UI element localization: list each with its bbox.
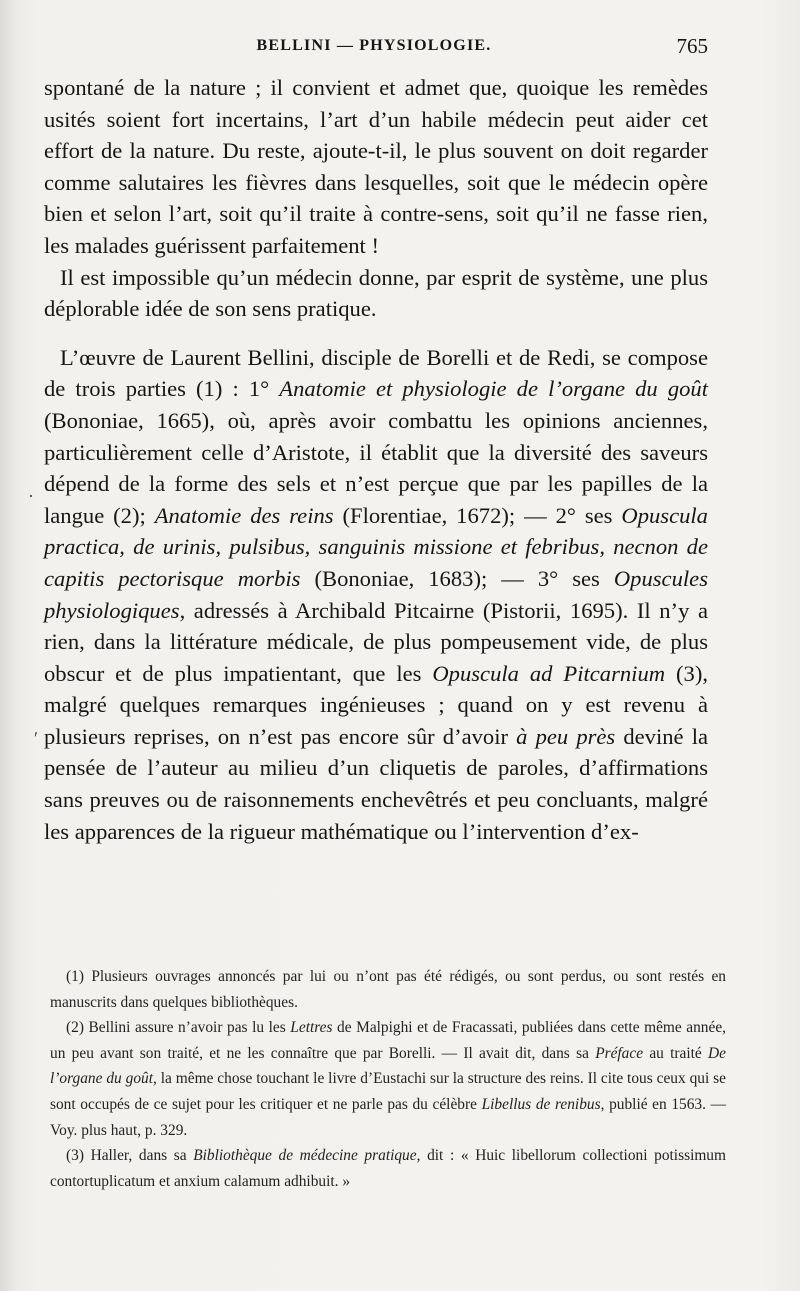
italic-run: Anatomie des reins <box>154 502 334 528</box>
footnote <box>50 964 726 1015</box>
italic-run: Préface <box>595 1044 644 1062</box>
text-run: spontané de la nature ; il convient et admet que, quoique les remèdes usités soient fort incertains, l’art d’un habile médecin peut aider cet effort de la nature. Du reste, ajoute-t-il, le plus souvent on doit regarder comme salutaires les fièvres dans lesquelles, soit que le médecin opère bien et selon l’art, soit qu’il traite à contre-sens, soit qu’il ne fasse rien, les malades guérissent parfaitement ! <box>44 75 708 258</box>
footnote <box>50 1143 726 1194</box>
margin-dot-mark: · <box>28 486 34 506</box>
margin-tick-mark: ʹ <box>34 728 38 748</box>
text-run: (1) Plusieurs ouvrages annoncés par lui ou n’ont pas été rédigés, ou sont perdus, ou sont restés en manuscrits dans quelques bibliothèques. <box>50 968 726 1011</box>
text-run: , publié en 1563. — Voy. plus haut, p. 329. <box>50 1095 727 1139</box>
italic-run: Lettres <box>290 1019 333 1037</box>
italic-run: Bibliothèque de médecine pratique <box>193 1147 417 1165</box>
text-run: (3) Haller, dans sa <box>66 1147 194 1165</box>
italic-run: De l’organe du goût <box>50 1044 726 1088</box>
paragraph <box>44 72 708 262</box>
text-run: au traité <box>643 1044 709 1062</box>
text-run: (Bononiae, 1665), où, après avoir combattu les opinions anciennes, particulièrement celle d’Aristote, il établit que la diversité des saveurs dépend de la forme des sels et n’est perçue que par les papilles de la langue (2); <box>44 407 708 528</box>
text-run: , dit : « Huic libellorum collectioni potissimum contortuplicatum et anxium calamum adhibuit. » <box>50 1147 726 1190</box>
italic-run: Opuscula ad Pitcarnium <box>432 660 666 686</box>
footnote <box>50 1015 726 1143</box>
italic-run: Opuscules physiologiques <box>44 565 708 623</box>
italic-run: à peu près <box>516 723 616 749</box>
text-run: , la même chose touchant le livre d’Eustachi sur la structure des reins. Il cite tous ceux qui se sont occupés de ce sujet pour les critiquer et ne parle pas du célèbre <box>50 1070 726 1113</box>
footnotes <box>50 964 726 1194</box>
paragraph <box>44 262 708 325</box>
text-run: (3), malgré quelques remarques ingénieuses ; quand on y est revenu à plusieurs reprises, on n’est pas encore sûr d’avoir <box>44 660 708 749</box>
page-number: 765 <box>676 34 708 58</box>
text-run: (Bononiae, 1683); — 3° ses <box>300 565 614 591</box>
text-run: de Malpighi et de Fracassati, publiées dans cette même année, un peu avant son traité, et ne les connaître que par Borelli. — Il avait dit, dans sa <box>50 1019 726 1062</box>
main-text <box>44 72 708 847</box>
paragraph <box>44 342 708 848</box>
text-run: (2) Bellini assure n’avoir pas lu les <box>66 1019 291 1037</box>
italic-run: Anatomie et physiologie de l’organe du goût <box>279 376 709 402</box>
running-header <box>40 34 708 60</box>
italic-run: Libellus de renibus <box>481 1095 601 1113</box>
text-run: deviné la pensée de l’auteur au milieu d’un cliquetis de paroles, d’affirmations sans preuves ou de raisonnements enchevêtrés et peu concluants, malgré les apparences de la rigueur mathématique ou l’intervention d’ex- <box>44 723 709 844</box>
text-run: , adressés à Archibald Pitcairne (Pistorii, 1695). Il n’y a rien, dans la littérature médicale, de plus pompeusement vide, de plus obscur et de plus impatientant, que les <box>44 597 708 686</box>
text-run: L’œuvre de Laurent Bellini, disciple de Borelli et de Redi, se compose de trois parties (1) : 1° <box>44 344 708 402</box>
text-run: (Florentiae, 1672); — 2° ses <box>333 502 622 528</box>
running-title: BELLINI — PHYSIOLOGIE. <box>256 37 492 54</box>
paragraph-spacer <box>44 325 708 342</box>
italic-run: Opuscula practica, de urinis, pulsibus, sanguinis missione et febribus, necnon de capitis pectorisque morbis <box>44 502 708 591</box>
text-run: Il est impossible qu’un médecin donne, par esprit de système, une plus déplorable idée de son sens pratique. <box>44 264 708 322</box>
